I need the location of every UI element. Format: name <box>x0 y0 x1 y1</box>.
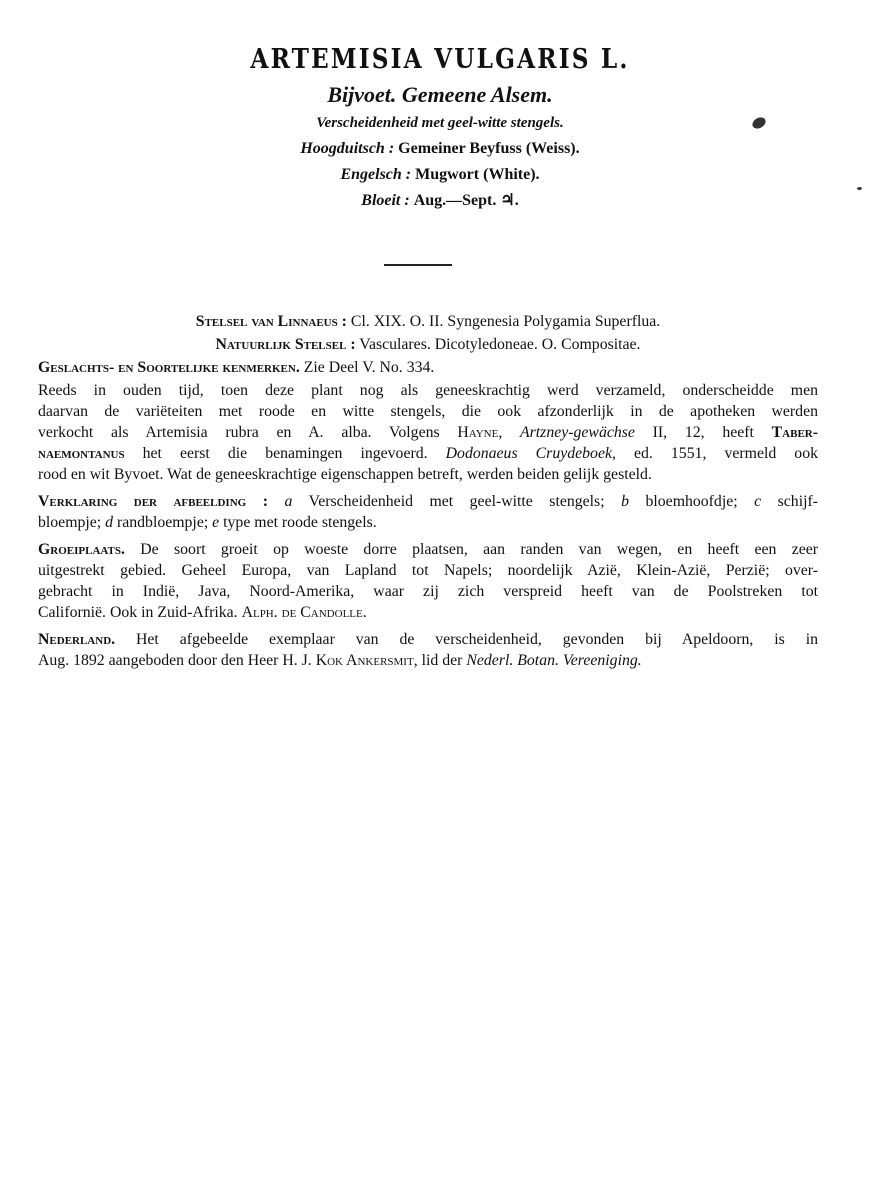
history-text: II, 12, heeft <box>634 424 772 441</box>
author-hayne: Hayne <box>457 424 499 441</box>
habitat-line-3: gebracht in Indië, Java, Noord-Amerika, waar zij zich verspreid heeft van de Poolstreken tot <box>38 583 818 600</box>
header-block <box>160 40 720 214</box>
habitat-line-1 <box>38 539 818 560</box>
history-text: het eerst die benamingen ingevoerd. <box>124 445 446 462</box>
netherlands-line-2 <box>38 650 818 671</box>
history-text: , ed. 1551, vermeld ook <box>611 445 818 462</box>
author-tabernaemontanus: Taber- <box>771 424 818 441</box>
netherlands-paragraph <box>38 629 818 671</box>
history-text: verkocht als Artemisia rubra en A. alba. Volgens <box>38 424 458 441</box>
explanation-label: Verklaring der afbeelding : <box>38 493 268 510</box>
author-candolle: Alph. de Candolle. <box>241 604 367 621</box>
habitat-line-4 <box>38 602 818 623</box>
natural-system-line <box>38 334 818 355</box>
variety-line: Verscheidenheid met geel-witte stengels. <box>316 115 564 131</box>
history-line-3 <box>38 422 818 443</box>
linnaeus-value: Cl. XIX. O. II. Syngenesia Polygamia Superflua. <box>350 313 661 330</box>
history-line-2: daarvan de variëteiten met roode en witte stengels, die ook afzonderlijk in de apotheken werden <box>38 403 818 420</box>
figure-caption: schijf- <box>761 493 818 510</box>
history-line-1: Reeds in ouden tijd, toen deze plant nog als geneeskrachtig werd verzameld, onderscheidde men <box>38 382 818 399</box>
bloom-label: Bloeit : <box>361 192 410 209</box>
figure-caption: type met roode stengels. <box>219 514 377 531</box>
explanation-line-2 <box>38 512 818 533</box>
habitat-paragraph <box>38 539 818 623</box>
history-line-4 <box>38 443 818 464</box>
genus-label: Geslachts- en Soortelijke kenmerken. <box>38 359 300 376</box>
linnaeus-system-line <box>38 311 818 332</box>
figure-caption: bloemhoofdje; <box>629 493 755 510</box>
figure-letter: d <box>105 514 114 531</box>
work-title: Dodonaeus Cruydeboek <box>445 445 612 462</box>
netherlands-line-1 <box>38 629 818 650</box>
author-tabernaemontanus: naemontanus <box>38 445 125 462</box>
german-name-line <box>160 136 720 162</box>
society-name: Nederl. Botan. Vereeniging. <box>466 652 642 669</box>
figure-caption: randbloempje; <box>113 514 213 531</box>
german-value: Gemeiner Beyfuss (Weiss). <box>398 140 580 157</box>
english-value: Mugwort (White). <box>415 166 540 183</box>
german-label: Hoogduitsch : <box>300 140 395 157</box>
netherlands-text: Het afgebeelde exemplaar van de verscheidenheid, gevonden bij Apeldoorn, is in <box>115 631 818 648</box>
explanation-line-1 <box>38 491 818 512</box>
ink-speck <box>750 115 767 131</box>
habitat-line-2: uitgestrekt gebied. Geheel Europa, van Lapland tot Napels; noordelijk Azië, Klein-Azië, Perzië; over- <box>38 562 818 579</box>
habitat-text: De soort groeit op woeste dorre plaatsen, aan randen van wegen, en heeft een zeer <box>124 541 818 558</box>
figure-letter: b <box>621 493 629 510</box>
donor-name: Kok Ankersmit <box>315 652 414 669</box>
bloom-value: Aug.—Sept. ♃. <box>413 192 519 209</box>
dutch-names: Bijvoet. Gemeene Alsem. <box>327 82 553 107</box>
history-paragraph <box>38 380 818 485</box>
netherlands-text: Aug. 1892 aangeboden door den Heer H. J. <box>38 652 316 669</box>
habitat-text: Californië. Ook in Zuid-Afrika. <box>38 604 242 621</box>
bloom-line <box>160 188 720 214</box>
english-name-line <box>160 162 720 188</box>
figure-caption: Verscheidenheid met geel-witte stengels; <box>292 493 622 510</box>
history-line-5: rood en wit Byvoet. Wat de geneeskrachtige eigenschappen betreft, werden beiden gelijk gesteld. <box>38 466 652 483</box>
figure-letter: a <box>284 493 293 510</box>
natural-value: Vasculares. Dicotyledoneae. O. Compositae. <box>359 336 641 353</box>
genus-characters-line <box>38 357 818 378</box>
linnaeus-label: Stelsel van Linnaeus : <box>195 313 347 330</box>
english-label: Engelsch : <box>340 166 412 183</box>
divider-rule <box>384 264 452 266</box>
natural-label: Natuurlijk Stelsel : <box>215 336 356 353</box>
netherlands-text: , lid der <box>413 652 467 669</box>
history-text: , <box>498 424 520 441</box>
figure-caption: bloempje; <box>38 514 106 531</box>
plate-explanation-paragraph <box>38 491 818 533</box>
habitat-label: Groeiplaats. <box>38 541 125 558</box>
genus-value: Zie Deel V. No. 334. <box>303 359 435 376</box>
figure-letter: e <box>212 514 220 531</box>
body-text <box>38 311 818 671</box>
page-title: ARTEMISIA VULGARIS L. <box>250 44 630 75</box>
netherlands-label: Nederland. <box>38 631 116 648</box>
work-title: Artzney-gewächse <box>520 424 635 441</box>
figure-letter: c <box>754 493 762 510</box>
ink-speck <box>857 187 862 190</box>
